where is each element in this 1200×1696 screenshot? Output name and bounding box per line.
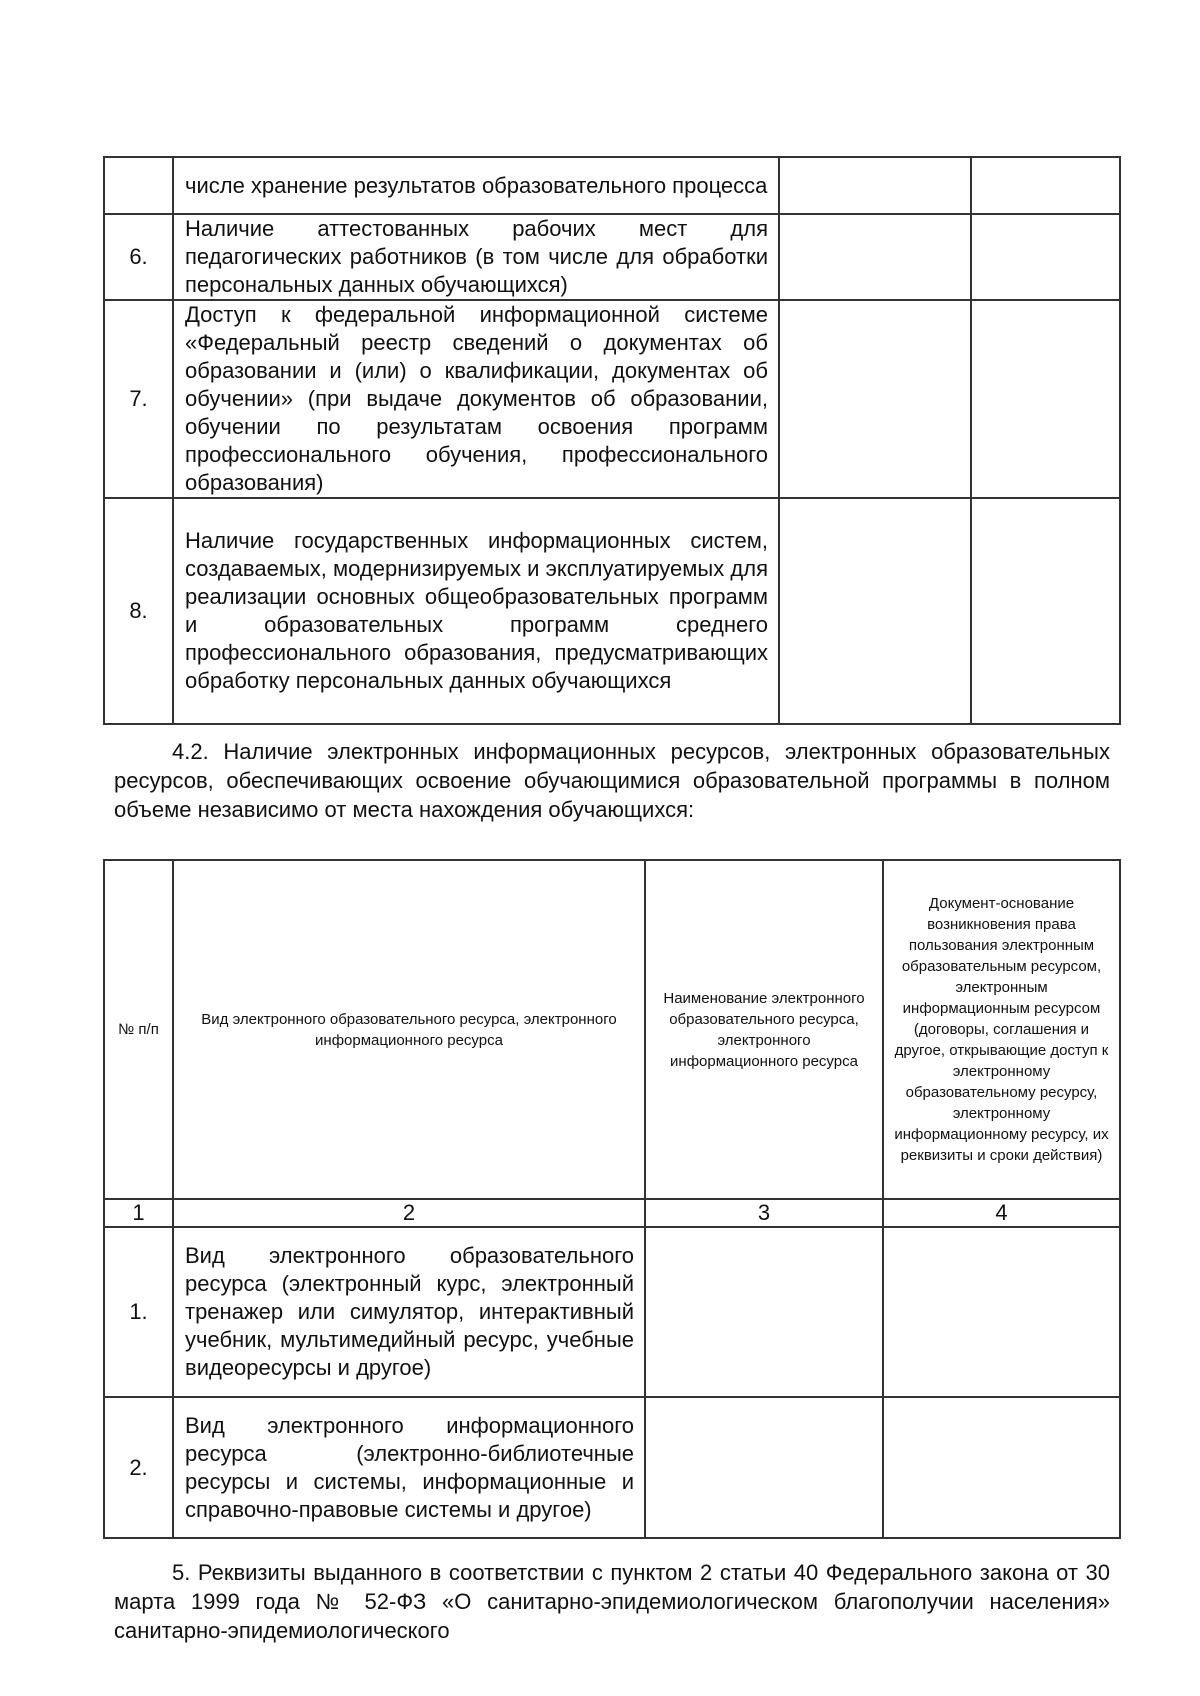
table-row <box>104 1227 1120 1397</box>
empty-cell <box>883 1397 1120 1538</box>
equipment-table <box>103 156 1121 725</box>
empty-cell <box>971 214 1120 300</box>
row-number <box>104 157 173 214</box>
row-description: Наличие государственных информационных систем, создаваемых, модернизируемых и эксплуатируемых для реализации основных общеобразовательных программ и образовательных программ среднего профессионального образования, предусматривающих обработку персональных данных обучающихся <box>173 498 779 724</box>
row-number: 7. <box>104 300 173 498</box>
column-index: 3 <box>645 1199 883 1227</box>
header-number: № п/п <box>104 860 173 1199</box>
section-5-paragraph: 5. Реквизиты выданного в соответствии с пунктом 2 статьи 40 Федерального закона от 30 марта 1999 года № 52-ФЗ «О санитарно-эпидемиологическом благополучии населения» санитарно-эпидемиологического <box>114 1560 1110 1643</box>
row-description: числе хранение результатов образовательного процесса <box>173 157 779 214</box>
row-number: 6. <box>104 214 173 300</box>
row-number: 8. <box>104 498 173 724</box>
header-basis-document: Документ-основание возникновения права пользования электронным образовательным ресурсом, электронным информационным ресурсом (договоры, соглашения и другое, открывающие доступ к электронному образовательному ресурсу, электронному информационному ресурсу, их реквизиты и сроки действия) <box>883 860 1120 1199</box>
empty-cell <box>645 1227 883 1397</box>
row-description: Наличие аттестованных рабочих мест для педагогических работников (в том числе для обработки персональных данных обучающихся) <box>173 214 779 300</box>
empty-cell <box>971 498 1120 724</box>
row-description: Вид электронного образовательного ресурса (электронный курс, электронный тренажер или симулятор, интерактивный учебник, мультимедийный ресурс, учебные видеоресурсы и другое) <box>173 1227 645 1397</box>
table-row <box>104 157 1120 214</box>
empty-cell <box>883 1227 1120 1397</box>
empty-cell <box>779 300 971 498</box>
empty-cell <box>779 157 971 214</box>
empty-cell <box>971 300 1120 498</box>
electronic-resources-table <box>103 859 1121 1539</box>
row-description: Доступ к федеральной информационной системе «Федеральный реестр сведений о документах об образовании и (или) о квалификации, документах об обучении» (при выдаче документов об образовании, обучении по результатам освоения программ профессионального обучения, профессионального образования) <box>173 300 779 498</box>
row-number: 1. <box>104 1227 173 1397</box>
section-4-2-paragraph: 4.2. Наличие электронных информационных ресурсов, электронных образовательных ресурсов, обеспечивающих освоение обучающимися образовательной программы в полном объеме независимо от места нахождения обучающихся: <box>114 739 1110 822</box>
header-resource-name: Наименование электронного образовательного ресурса, электронного информационного ресурса <box>645 860 883 1199</box>
header-resource-type: Вид электронного образовательного ресурса, электронного информационного ресурса <box>173 860 645 1199</box>
column-index-row <box>104 1199 1120 1227</box>
empty-cell <box>645 1397 883 1538</box>
empty-cell <box>971 157 1120 214</box>
table-row <box>104 214 1120 300</box>
column-index: 4 <box>883 1199 1120 1227</box>
column-index: 1 <box>104 1199 173 1227</box>
table-header-row <box>104 860 1120 1199</box>
empty-cell <box>779 498 971 724</box>
row-description: Вид электронного информационного ресурса (электронно-библиотечные ресурсы и системы, информационные и справочно-правовые системы и другое) <box>173 1397 645 1538</box>
table-row <box>104 498 1120 724</box>
column-index: 2 <box>173 1199 645 1227</box>
empty-cell <box>779 214 971 300</box>
table-row <box>104 300 1120 498</box>
table-row <box>104 1397 1120 1538</box>
row-number: 2. <box>104 1397 173 1538</box>
